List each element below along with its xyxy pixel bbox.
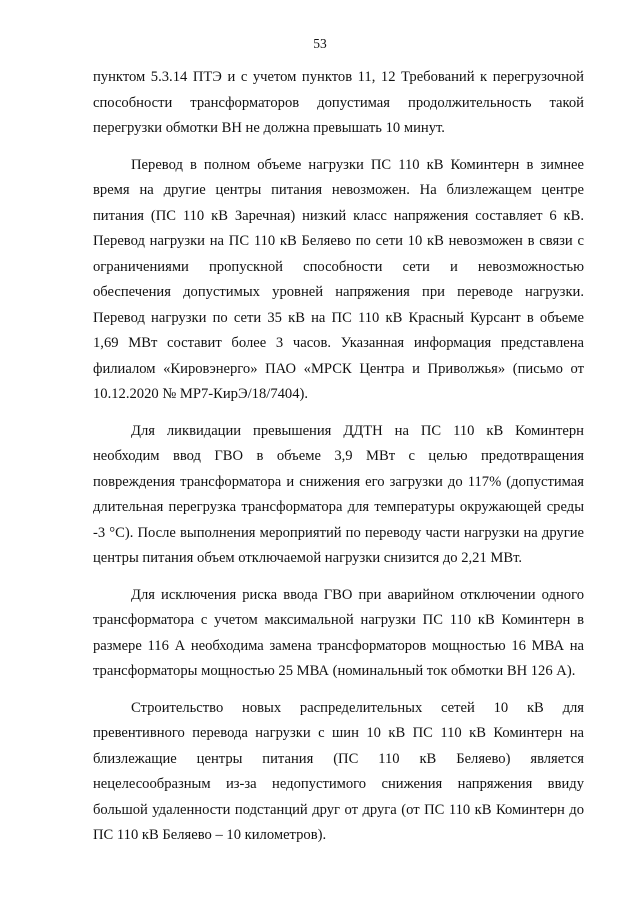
text-line: ПС 110 кВ Беляево – 10 километров). [93,827,327,843]
text-line: большой удаленности подстанций друг от друга (от ПС 110 кВ Коминтерн до [93,801,584,818]
text-line: размере 116 А необходима замена трансформаторов мощностью 16 МВА на [93,637,584,654]
text-line: Строительство новых распределительных сетей 10 кВ для [131,699,584,716]
text-line: превентивного перевода нагрузки с шин 10 кВ ПС 110 кВ Коминтерн на [93,725,584,741]
text-line: ограничениями пропускной способности сети и невозможностью [93,258,584,275]
paragraph [93,583,584,685]
text-line: повреждения трансформатора и снижения его загрузки до 117% (допустимая [93,473,584,490]
paragraph [93,696,584,849]
text-line: центры питания объем отключаемой нагрузки снизится до 2,21 МВт. [93,550,523,566]
text-line: Для ликвидации превышения ДДТН на ПС 110 кВ Коминтерн [131,422,584,439]
text-line: Для исключения риска ввода ГВО при аварийном отключении одного [131,586,584,603]
text-line: трансформатора с учетом максимальной нагрузки ПС 110 кВ Коминтерн в [93,612,584,628]
text-line: пунктом 5.3.14 ПТЭ и с учетом пунктов 11, 12 Требований к перегрузочной [93,69,584,85]
text-line: -3 °С). После выполнения мероприятий по переводу части нагрузки на другие [93,524,584,541]
text-line: время на другие центры питания невозможен. На близлежащем центре [93,182,584,198]
text-line: Перевод нагрузки по сети 35 кВ на ПС 110 кВ Красный Курсант в объеме [93,309,584,326]
text-line: питания (ПС 110 кВ Заречная) низкий класс напряжения составляет 6 кВ. [93,207,584,224]
text-line: 1,69 МВт составит более 3 часов. Указанная информация представлена [93,335,584,351]
text-line: нецелесообразным из-за недопустимого снижения напряжения ввиду [93,776,584,792]
text-line: обеспечения допустимых уровней напряжения при переводе нагрузки. [93,284,584,300]
text-line: трансформаторы мощностью 25 МВА (номинальный ток обмотки ВН 126 А). [93,663,576,679]
text-line: Перевод нагрузки на ПС 110 кВ Беляево по сети 10 кВ невозможен в связи с [93,233,584,249]
text-line: близлежащие центры питания (ПС 110 кВ Беляево) является [93,750,584,767]
paragraph [93,419,584,572]
text-line: филиалом «Кировэнерго» ПАО «МРСК Центра и Приволжья» (письмо от [93,360,584,377]
text-line: длительная перегрузка трансформатора для температуры окружающей среды [93,499,584,515]
page-number: 53 [313,36,327,51]
paragraph [93,65,584,142]
text-line: способности трансформаторов допустимая продолжительность такой [93,94,584,111]
text-line: Перевод в полном объеме нагрузки ПС 110 кВ Коминтерн в зимнее [131,156,584,173]
paragraph [93,153,584,408]
text-line: необходим ввод ГВО в объеме 3,9 МВт с целью предотвращения [93,448,584,464]
text-line: 10.12.2020 № МР7-КирЭ/18/7404). [93,386,309,402]
text-line: перегрузки обмотки ВН не должна превышать 10 минут. [93,120,445,136]
document-body [93,65,584,849]
